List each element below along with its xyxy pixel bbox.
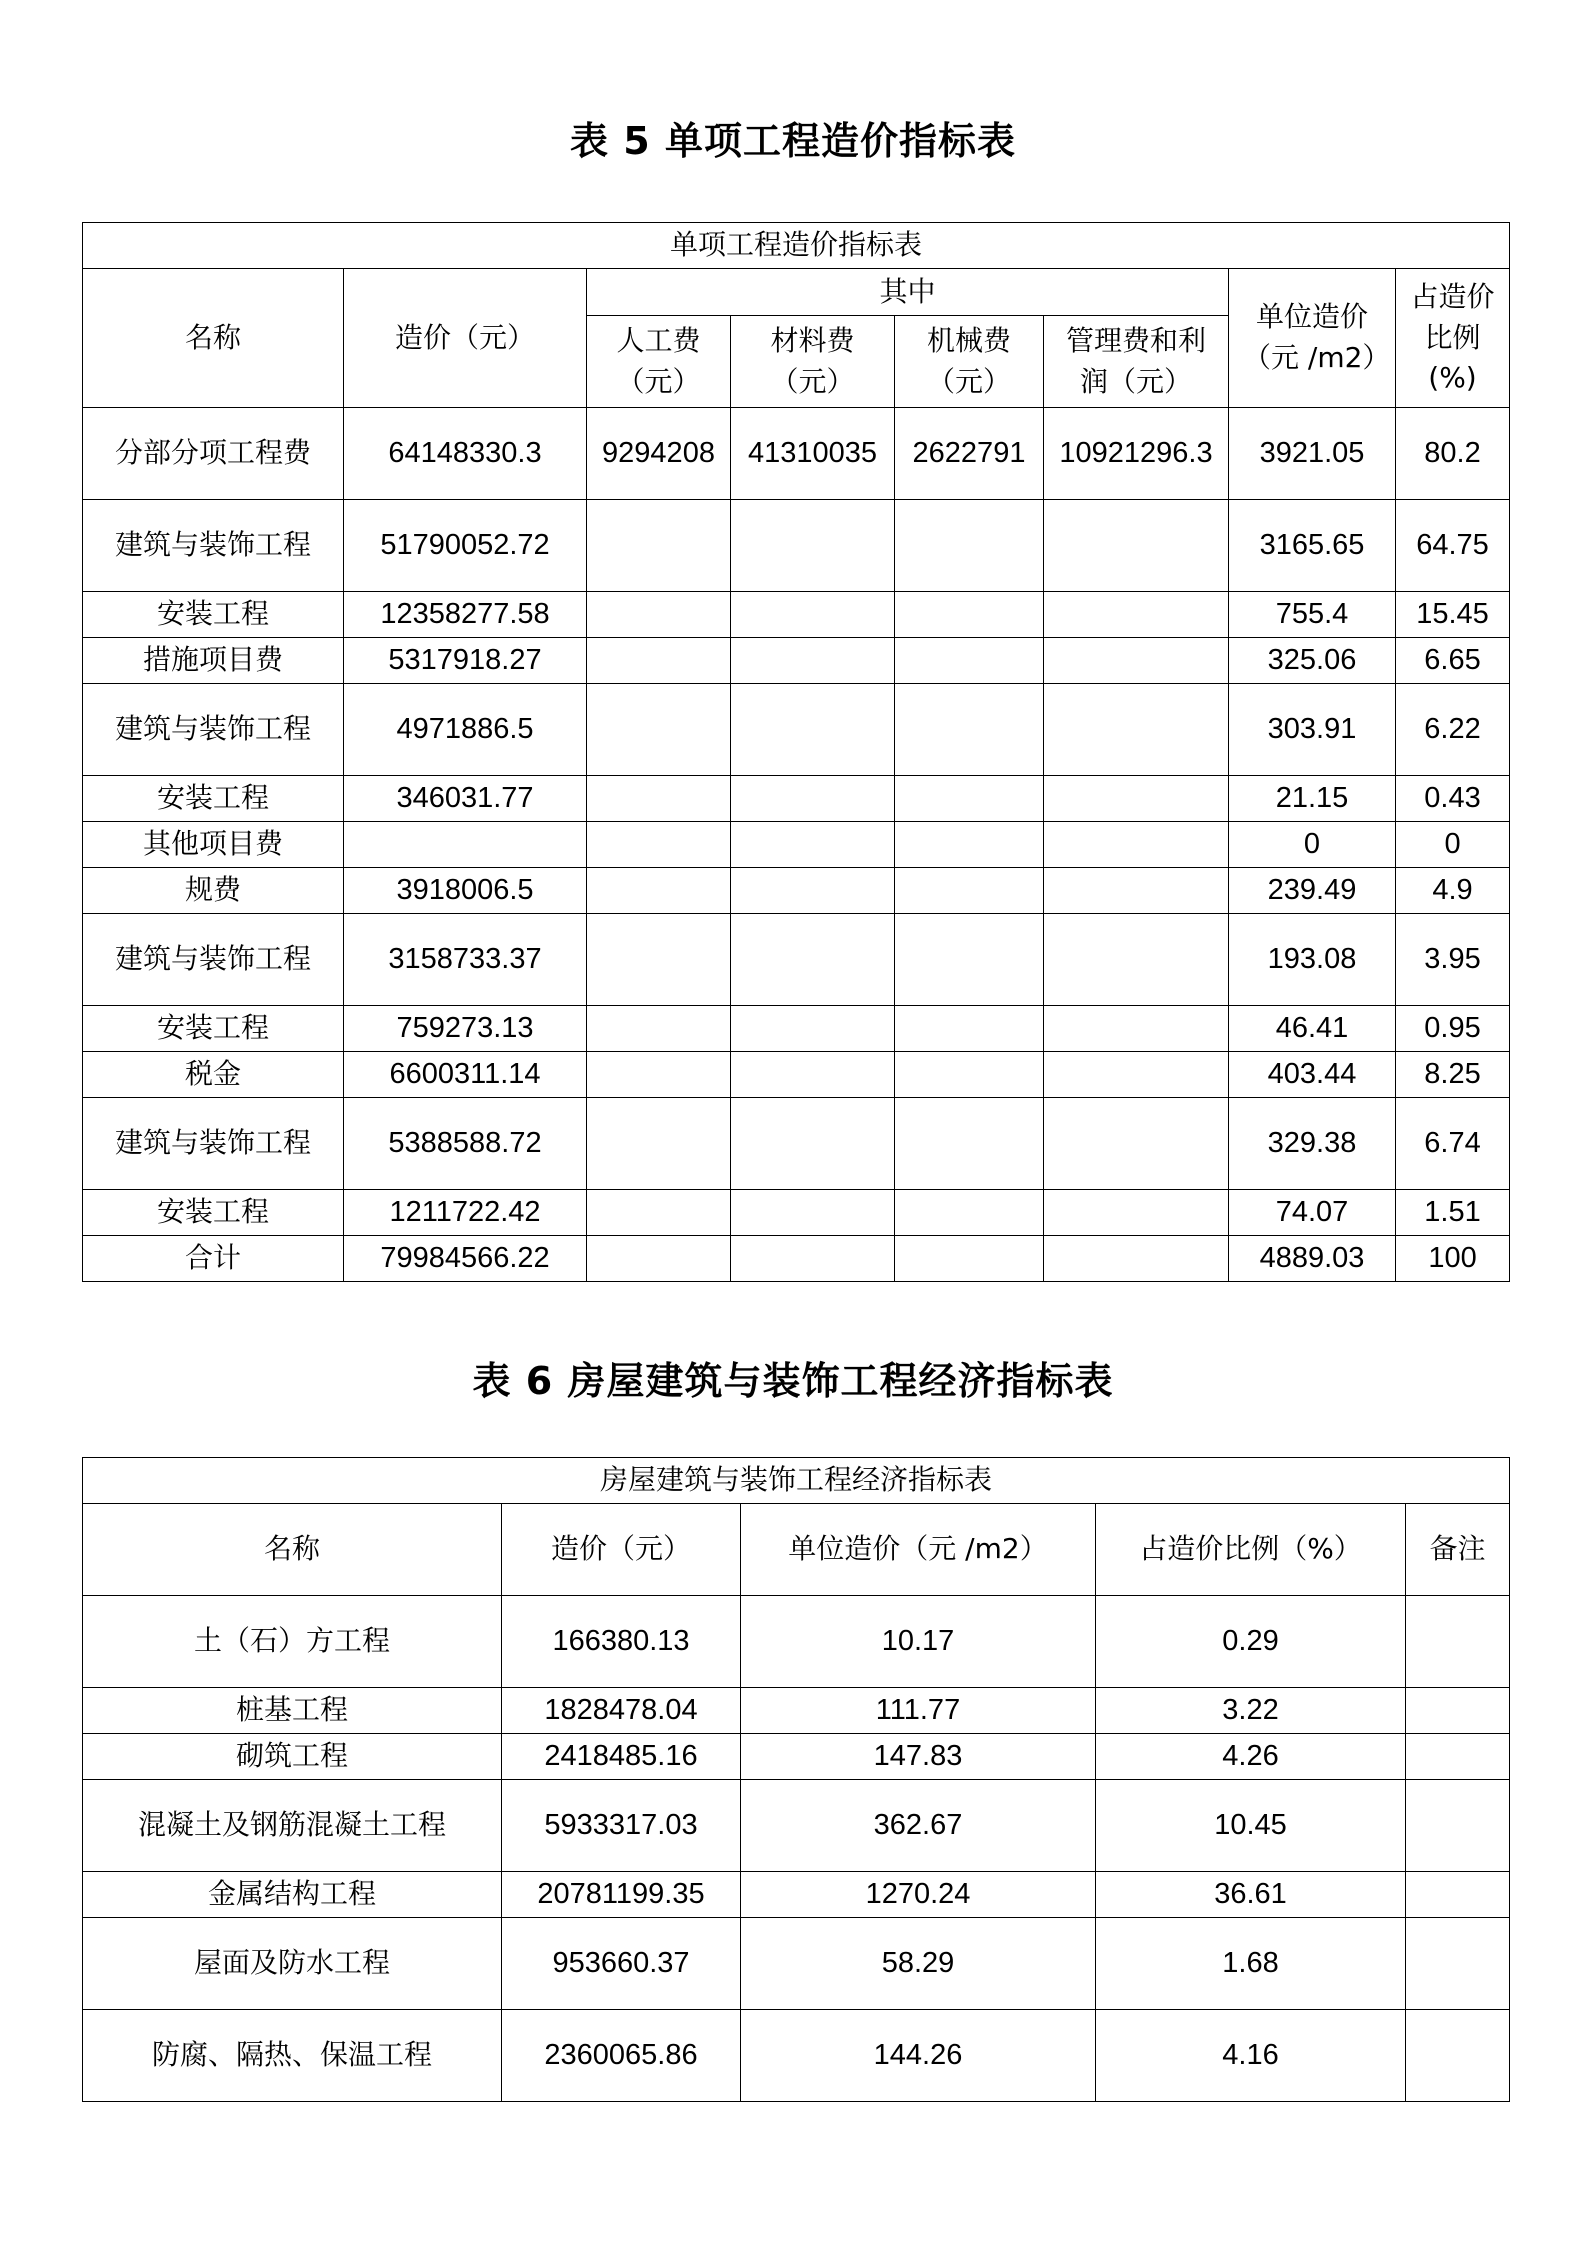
cell-unit: 329.38 [1229, 1098, 1396, 1190]
cell-name: 桩基工程 [83, 1688, 502, 1734]
cell-name: 建筑与装饰工程 [83, 500, 344, 592]
cell-labor [587, 638, 731, 684]
cell-unit: 3921.05 [1229, 408, 1396, 500]
table5 [82, 222, 1510, 1282]
cell-mgmt [1044, 638, 1229, 684]
cell-unit: 10.17 [741, 1596, 1096, 1688]
header-labor: 人工费（元） [587, 316, 731, 408]
cell-material [731, 684, 895, 776]
cell-machine: 2622791 [895, 408, 1044, 500]
cell-unit: 239.49 [1229, 868, 1396, 914]
cell-ratio: 6.22 [1396, 684, 1510, 776]
table6-title: 表 6 房屋建筑与装饰工程经济指标表 [472, 1359, 1114, 1403]
cell-ratio: 1.51 [1396, 1190, 1510, 1236]
cell-unit: 4889.03 [1229, 1236, 1396, 1282]
cell-remark [1406, 1734, 1510, 1780]
cell-unit: 46.41 [1229, 1006, 1396, 1052]
table-row [83, 500, 1510, 592]
header-unit-cost: 单位造价（元 /m2） [1229, 269, 1396, 408]
cell-ratio: 8.25 [1396, 1052, 1510, 1098]
cell-labor [587, 914, 731, 1006]
header-machine: 机械费（元） [895, 316, 1044, 408]
cell-mgmt [1044, 500, 1229, 592]
cell-name: 税金 [83, 1052, 344, 1098]
cell-cost: 3918006.5 [344, 868, 587, 914]
cell-material [731, 914, 895, 1006]
cell-ratio: 6.65 [1396, 638, 1510, 684]
cell-name: 屋面及防水工程 [83, 1918, 502, 2010]
header-unit-cost: 单位造价（元 /m2） [741, 1504, 1096, 1596]
table-row [83, 1052, 1510, 1098]
cell-mgmt [1044, 1236, 1229, 1282]
cell-remark [1406, 1596, 1510, 1688]
cell-machine [895, 592, 1044, 638]
cell-cost: 4971886.5 [344, 684, 587, 776]
cell-material [731, 1098, 895, 1190]
table-row [83, 868, 1510, 914]
cell-material [731, 1006, 895, 1052]
cell-cost: 5388588.72 [344, 1098, 587, 1190]
cell-unit: 74.07 [1229, 1190, 1396, 1236]
cell-labor [587, 1052, 731, 1098]
cell-machine [895, 1190, 1044, 1236]
table6-caption: 房屋建筑与装饰工程经济指标表 [83, 1458, 1510, 1504]
cell-cost: 3158733.37 [344, 914, 587, 1006]
cell-mgmt [1044, 592, 1229, 638]
cell-name: 防腐、隔热、保温工程 [83, 2010, 502, 2102]
header-ratio: 占造价比例（%） [1096, 1504, 1406, 1596]
cell-name: 安装工程 [83, 776, 344, 822]
cell-ratio: 100 [1396, 1236, 1510, 1282]
header-cost: 造价（元） [502, 1504, 741, 1596]
cell-ratio: 3.22 [1096, 1688, 1406, 1734]
cell-cost: 5317918.27 [344, 638, 587, 684]
cell-cost: 20781199.35 [502, 1872, 741, 1918]
header-remark: 备注 [1406, 1504, 1510, 1596]
cell-name: 合计 [83, 1236, 344, 1282]
cell-remark [1406, 1872, 1510, 1918]
cell-ratio: 36.61 [1096, 1872, 1406, 1918]
header-material: 材料费（元） [731, 316, 895, 408]
cell-labor [587, 822, 731, 868]
cell-mgmt [1044, 1006, 1229, 1052]
table-row [83, 822, 1510, 868]
table-row [83, 1734, 1510, 1780]
cell-name: 建筑与装饰工程 [83, 1098, 344, 1190]
table-row [83, 638, 1510, 684]
cell-labor [587, 684, 731, 776]
cell-mgmt [1044, 1098, 1229, 1190]
cell-remark [1406, 1780, 1510, 1872]
cell-cost: 2418485.16 [502, 1734, 741, 1780]
cell-material [731, 500, 895, 592]
cell-machine [895, 1236, 1044, 1282]
cell-cost: 2360065.86 [502, 2010, 741, 2102]
cell-name: 建筑与装饰工程 [83, 914, 344, 1006]
table-row [83, 1918, 1510, 2010]
cell-labor [587, 1190, 731, 1236]
cell-remark [1406, 2010, 1510, 2102]
cell-mgmt [1044, 868, 1229, 914]
cell-unit: 147.83 [741, 1734, 1096, 1780]
cell-machine [895, 868, 1044, 914]
header-mgmt: 管理费和利润（元） [1044, 316, 1229, 408]
table-row [83, 914, 1510, 1006]
cell-labor [587, 592, 731, 638]
cell-cost: 953660.37 [502, 1918, 741, 2010]
cell-ratio: 0.95 [1396, 1006, 1510, 1052]
cell-cost: 51790052.72 [344, 500, 587, 592]
cell-unit: 3165.65 [1229, 500, 1396, 592]
cell-ratio: 15.45 [1396, 592, 1510, 638]
cell-unit: 58.29 [741, 1918, 1096, 2010]
cell-ratio: 4.9 [1396, 868, 1510, 914]
cell-labor [587, 868, 731, 914]
cell-name: 分部分项工程费 [83, 408, 344, 500]
cell-material [731, 1236, 895, 1282]
cell-machine [895, 500, 1044, 592]
cell-cost: 64148330.3 [344, 408, 587, 500]
cell-cost: 1211722.42 [344, 1190, 587, 1236]
cell-material [731, 592, 895, 638]
cell-material [731, 1052, 895, 1098]
cell-ratio: 3.95 [1396, 914, 1510, 1006]
cell-machine [895, 1098, 1044, 1190]
cell-labor [587, 1006, 731, 1052]
cell-mgmt [1044, 1190, 1229, 1236]
cell-mgmt [1044, 1052, 1229, 1098]
cell-material [731, 1190, 895, 1236]
cell-cost: 79984566.22 [344, 1236, 587, 1282]
cell-ratio: 1.68 [1096, 1918, 1406, 2010]
cell-cost: 346031.77 [344, 776, 587, 822]
cell-cost: 5933317.03 [502, 1780, 741, 1872]
cell-labor [587, 1236, 731, 1282]
table5-title: 表 5 单项工程造价指标表 [570, 119, 1016, 163]
cell-mgmt [1044, 684, 1229, 776]
cell-labor [587, 500, 731, 592]
cell-name: 金属结构工程 [83, 1872, 502, 1918]
cell-ratio: 6.74 [1396, 1098, 1510, 1190]
cell-name: 措施项目费 [83, 638, 344, 684]
cell-name: 建筑与装饰工程 [83, 684, 344, 776]
cell-unit: 403.44 [1229, 1052, 1396, 1098]
cell-material [731, 868, 895, 914]
cell-ratio: 0 [1396, 822, 1510, 868]
cell-unit: 755.4 [1229, 592, 1396, 638]
table-row [83, 1190, 1510, 1236]
cell-material [731, 638, 895, 684]
cell-ratio: 0.29 [1096, 1596, 1406, 1688]
cell-name: 安装工程 [83, 1190, 344, 1236]
cell-cost: 759273.13 [344, 1006, 587, 1052]
table-row [83, 1006, 1510, 1052]
cell-unit: 303.91 [1229, 684, 1396, 776]
table-row [83, 1098, 1510, 1190]
cell-material [731, 822, 895, 868]
cell-unit: 111.77 [741, 1688, 1096, 1734]
cell-cost: 6600311.14 [344, 1052, 587, 1098]
cell-unit: 0 [1229, 822, 1396, 868]
table-row [83, 2010, 1510, 2102]
cell-mgmt [1044, 914, 1229, 1006]
cell-remark [1406, 1918, 1510, 2010]
cell-labor: 9294208 [587, 408, 731, 500]
table-row [83, 1688, 1510, 1734]
cell-ratio: 64.75 [1396, 500, 1510, 592]
cell-ratio: 0.43 [1396, 776, 1510, 822]
cell-name: 其他项目费 [83, 822, 344, 868]
cell-ratio: 4.26 [1096, 1734, 1406, 1780]
table5-caption: 单项工程造价指标表 [83, 223, 1510, 269]
cell-ratio: 80.2 [1396, 408, 1510, 500]
cell-labor [587, 776, 731, 822]
table-row [83, 408, 1510, 500]
table-row [83, 1780, 1510, 1872]
cell-remark [1406, 1688, 1510, 1734]
cell-unit: 144.26 [741, 2010, 1096, 2102]
header-name: 名称 [83, 269, 344, 408]
cell-ratio: 10.45 [1096, 1780, 1406, 1872]
cell-name: 安装工程 [83, 592, 344, 638]
table-row [83, 1872, 1510, 1918]
cell-machine [895, 684, 1044, 776]
cell-cost: 1828478.04 [502, 1688, 741, 1734]
cell-unit: 1270.24 [741, 1872, 1096, 1918]
cell-unit: 193.08 [1229, 914, 1396, 1006]
cell-machine [895, 638, 1044, 684]
cell-name: 土（石）方工程 [83, 1596, 502, 1688]
cell-name: 规费 [83, 868, 344, 914]
cell-machine [895, 914, 1044, 1006]
cell-machine [895, 776, 1044, 822]
header-among: 其中 [587, 269, 1229, 316]
cell-mgmt: 10921296.3 [1044, 408, 1229, 500]
cell-ratio: 4.16 [1096, 2010, 1406, 2102]
header-cost: 造价（元） [344, 269, 587, 408]
cell-name: 混凝土及钢筋混凝土工程 [83, 1780, 502, 1872]
table6 [82, 1457, 1510, 2102]
header-name: 名称 [83, 1504, 502, 1596]
cell-cost: 166380.13 [502, 1596, 741, 1688]
cell-mgmt [1044, 822, 1229, 868]
cell-labor [587, 1098, 731, 1190]
cell-cost [344, 822, 587, 868]
cell-mgmt [1044, 776, 1229, 822]
table-row [83, 684, 1510, 776]
cell-unit: 362.67 [741, 1780, 1096, 1872]
cell-unit: 21.15 [1229, 776, 1396, 822]
table-row [83, 1596, 1510, 1688]
cell-material [731, 776, 895, 822]
table-row [83, 1236, 1510, 1282]
table-row [83, 592, 1510, 638]
cell-cost: 12358277.58 [344, 592, 587, 638]
cell-machine [895, 822, 1044, 868]
cell-name: 砌筑工程 [83, 1734, 502, 1780]
cell-unit: 325.06 [1229, 638, 1396, 684]
header-ratio: 占造价比例 (%) [1396, 269, 1510, 408]
table-row [83, 776, 1510, 822]
cell-material: 41310035 [731, 408, 895, 500]
cell-machine [895, 1006, 1044, 1052]
cell-name: 安装工程 [83, 1006, 344, 1052]
cell-machine [895, 1052, 1044, 1098]
